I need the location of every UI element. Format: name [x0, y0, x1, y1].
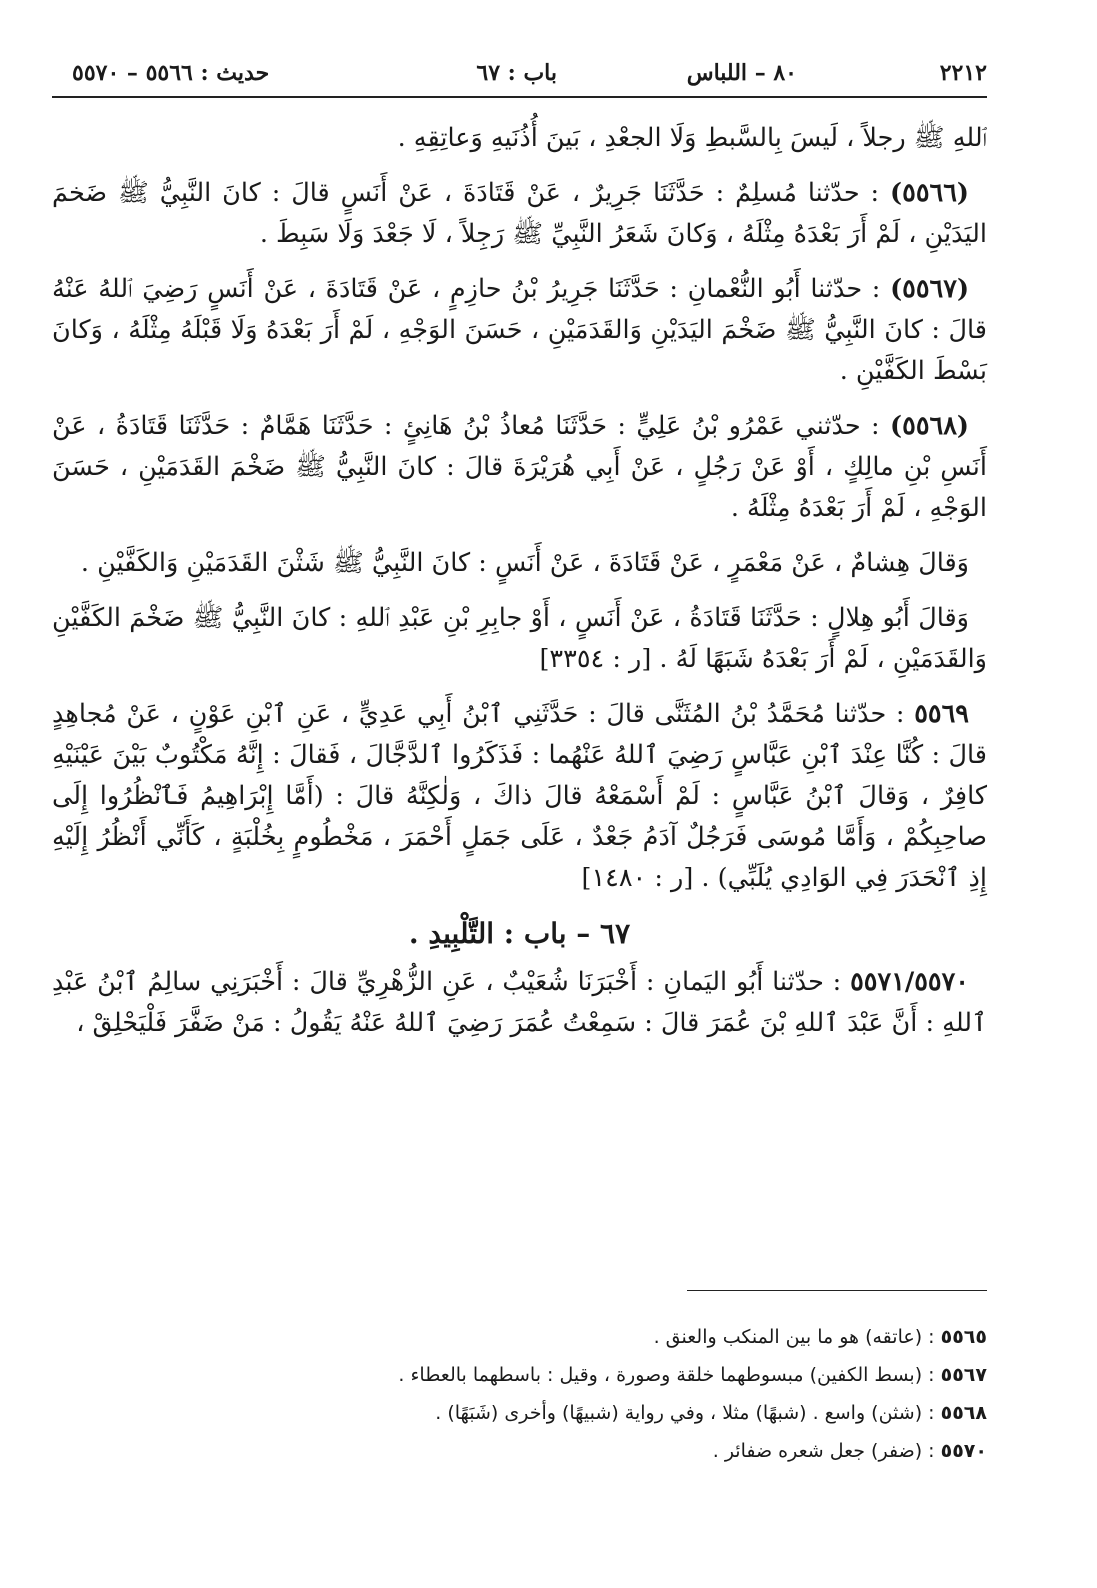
hadith-number: ٥٥٧١/٥٥٧٠: [850, 967, 969, 997]
book-page: [52, 0, 987, 1588]
hadith-number: ٥٥٦٩: [914, 699, 970, 729]
hadith-paragraph: [52, 269, 987, 392]
footnote: [52, 1432, 987, 1470]
header-divider: [52, 96, 987, 98]
chapter-heading: ٦٧ – باب : التَّلْبِيدِ .: [408, 917, 631, 950]
footnote: [52, 1318, 987, 1356]
hadith-text: : حدّثني عَمْرُو بْنُ عَلِيٍّ : حَدَّثَنَا مُعاذُ بْنُ هَانِئٍ : حَدَّثَنَا هَمَّامٌ : حَدَّثَنَا قَتَادَةُ ، عَنْ أَنَسِ بْنِ مالِكٍ ، أَوْ عَنْ رَجُلٍ ، عَنْ أَبِي هُرَيْرَةَ قالَ : كانَ النَّبِيُّ ﷺ ضَخْمَ القَدَمَيْنِ ، حَسَنَ الوَجْهِ ، لَمْ أَرَ بَعْدَهُ مِثْلَهُ .: [52, 411, 987, 523]
narration-text: وَقالَ أَبُو هِلالٍ : حَدَّثَنَا قَتَادَةُ ، عَنْ أَنَسٍ ، أَوْ جابِرِ بْنِ عَبْدِ ٱللهِ : كانَ النَّبِيُّ ﷺ ضَخْمَ الكَفَّيْنِ وَالقَدَمَيْنِ ، لَمْ أَرَ بَعْدَهُ شَبَهًا لَهُ . [ر : ٣٣٥٤]: [52, 603, 987, 674]
hadith-paragraph: [52, 962, 987, 1044]
hadith-range: حديث : ٥٥٦٦ – ٥٥٧٠: [72, 60, 270, 86]
book-title: ٨٠ – اللباس: [686, 60, 797, 86]
footnote: [52, 1394, 987, 1432]
footnote-text: : (شثن) واسع . (شبهًا) مثلا ، وفي رواية (شبيهًا) وأخرى (شَبَهًا) .: [435, 1402, 935, 1424]
page-number: ٢٢١٢: [939, 60, 987, 86]
hadith-text: : حدّثنا أَبُو النُّعْمانِ : حَدَّثَنَا جَرِيرُ بْنُ حازِمٍ ، عَنْ قَتَادَةَ ، عَنْ أَنَسٍ رَضِيَ ٱللهُ عَنْهُ قالَ : كانَ النَّبِيُّ ﷺ ضَخْمَ اليَدَيْنِ وَالقَدَمَيْنِ ، حَسَنَ الوَجْهِ ، لَمْ أَرَ بَعْدَهُ وَلَا قَبْلَهُ مِثْلَهُ ، وَكانَ بَسْطَ الكَفَّيْنِ .: [52, 274, 987, 386]
hadith-text: : حدّثنا مُحَمَّدُ بْنُ المُثَنَّى قالَ : حَدَّثَنِي ٱبْنُ أَبِي عَدِيٍّ ، عَنِ ٱبْنِ عَوْنٍ ، عَنْ مُجاهِدٍ قالَ : كُنَّا عِنْدَ ٱبْنِ عَبَّاسٍ رَضِيَ ٱللهُ عَنْهُما : فَذَكَرُوا ٱلدَّجَّالَ ، فَقالَ : إِنَّهُ مَكْتُوبٌ بَيْنَ عَيْنَيْهِ كافِرٌ ، وَقالَ ٱبْنُ عَبَّاسٍ : لَمْ أَسْمَعْهُ قالَ ذاكَ ، وَلٰكِنَّهُ قالَ : (أَمَّا إِبْرَاهِيمُ فَٱنْظُرُوا إِلَى صاحِبِكُمْ ، وَأَمَّا مُوسَى فَرَجُلٌ آدَمُ جَعْدٌ ، عَلَى جَمَلٍ أَحْمَرَ ، مَخْطُومٍ بِخُلْبَةٍ ، كَأَنِّي أَنْظُرُ إِلَيْهِ إِذِ ٱنْحَدَرَ فِي الوَادِي يُلَبِّي) . [ر : ١٤٨٠]: [52, 699, 987, 893]
hadith-paragraph: [52, 173, 987, 255]
hadith-number: (٥٥٦٧): [890, 274, 970, 304]
footnote-number: ٥٥٦٧: [940, 1364, 987, 1386]
footnote-number: ٥٥٦٥: [940, 1326, 987, 1348]
narration-text: وَقالَ هِشامٌ ، عَنْ مَعْمَرٍ ، عَنْ قَتَادَةَ ، عَنْ أَنَسٍ : كانَ النَّبِيُّ ﷺ شَثْنَ القَدَمَيْنِ وَالكَفَّيْنِ .: [80, 548, 969, 578]
narration-paragraph: [52, 543, 987, 584]
footnote-divider: [687, 1290, 987, 1291]
hadith-paragraph: [52, 694, 987, 899]
paragraph: [52, 118, 987, 159]
running-header: [52, 54, 987, 94]
paragraph-text: ٱللهِ ﷺ رجلاً ، لَيسَ بِالسَّبطِ وَلَا الجعْدِ ، بَينَ أُذُنَيهِ وَعاتِقِهِ .: [397, 123, 987, 153]
footnote: [52, 1356, 987, 1394]
footnotes: [52, 1318, 987, 1470]
hadith-number: (٥٥٦٨): [890, 411, 969, 441]
hadith-text: : حدّثنا أَبُو اليَمانِ : أَخْبَرَنَا شُعَيْبٌ ، عَنِ الزُّهْرِيِّ قالَ : أَخْبَرَنِي سالِمُ ٱبْنُ عَبْدِ ٱللهِ : أَنَّ عَبْدَ ٱللهِ بْنَ عُمَرَ قالَ : سَمِعْتُ عُمَرَ رَضِيَ ٱللهُ عَنْهُ يَقُولُ : مَنْ ضَفَّرَ فَلْيَحْلِقْ ،: [52, 967, 987, 1038]
hadith-text: : حدّثنا مُسلِمٌ : حَدَّثَنَا جَرِيرٌ ، عَنْ قَتَادَةَ ، عَنْ أَنَسٍ قالَ : كانَ النَّبِيُّ ﷺ ضَخمَ اليَدَيْنِ ، لَمْ أَرَ بَعْدَهُ مِثْلَهُ ، وَكانَ شَعَرُ النَّبِيِّ ﷺ رَجِلاً ، لَا جَعْدَ وَلَا سَبِطَ .: [52, 178, 987, 249]
narration-paragraph: [52, 598, 987, 680]
footnote-number: ٥٥٧٠: [940, 1440, 987, 1462]
chapter-label: باب : ٦٧: [476, 60, 557, 86]
hadith-number: (٥٥٦٦): [890, 178, 969, 208]
footnote-text: : (ضفر) جعل شعره ضفائر .: [712, 1440, 935, 1462]
footnote-text: : (عاتقه) هو ما بين المنكب والعنق .: [653, 1326, 935, 1348]
main-text: [52, 118, 987, 1058]
hadith-paragraph: [52, 406, 987, 529]
footnote-text: : (بسط الكفين) مبسوطهما خلقة وصورة ، وقيل : باسطهما بالعطاء .: [398, 1364, 935, 1386]
footnote-number: ٥٥٦٨: [940, 1402, 987, 1424]
